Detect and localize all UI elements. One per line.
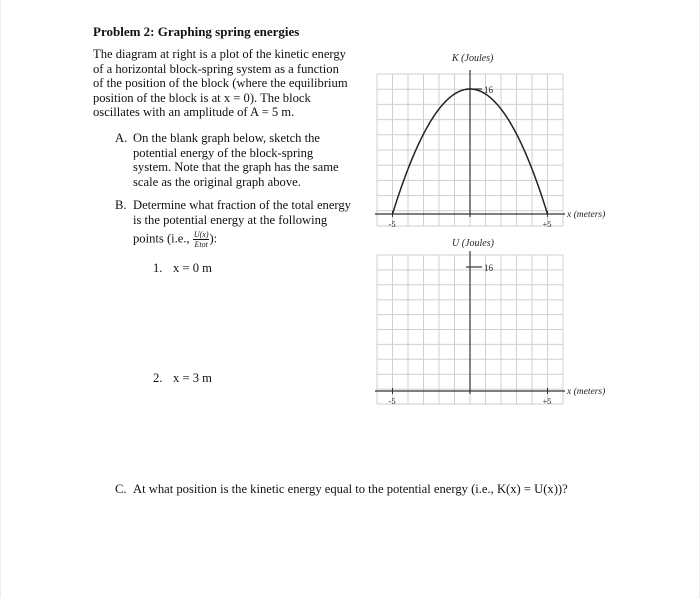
- part-a-line: scale as the original graph above.: [133, 174, 301, 189]
- part-c-label: C.: [115, 482, 127, 496]
- item-text: x = 3 m: [173, 371, 212, 385]
- energy-fraction: [193, 230, 210, 249]
- x-axis-title: x (meters): [567, 210, 606, 220]
- x-tick-label: +5: [542, 396, 552, 406]
- kinetic-energy-chart: [371, 48, 631, 236]
- part-a-label: A.: [115, 131, 128, 145]
- problem-title: Problem 2: Graphing spring energies: [93, 24, 300, 39]
- part-a-line: On the blank graph below, sketch the: [133, 131, 320, 145]
- intro-line: of a horizontal block-spring system as a function: [93, 61, 339, 76]
- item-x0: [153, 262, 212, 275]
- potential-energy-chart: [371, 236, 631, 416]
- y-axis-title: K (Joules): [452, 53, 494, 64]
- part-c-text: At what position is the kinetic energy equal to the potential energy (i.e., K(x) = U(x))?: [133, 482, 568, 496]
- intro-line: of the position of the block (where the equilibrium: [93, 76, 348, 90]
- fraction-numerator: U(x): [193, 230, 209, 239]
- part-b: [115, 198, 351, 249]
- item-label: 2.: [153, 371, 163, 385]
- x-axis-title: x (meters): [567, 387, 606, 397]
- part-b-line: Determine what fraction of the total energy: [133, 198, 351, 212]
- x-tick-label: +5: [542, 219, 552, 229]
- item-label: 1.: [153, 261, 163, 275]
- points-suffix: ):: [209, 231, 218, 246]
- part-b-label: B.: [115, 198, 127, 212]
- item-x3: [153, 372, 212, 385]
- intro-line: The diagram at right is a plot of the kinetic energy: [93, 47, 346, 61]
- part-a-line: potential energy of the block-spring: [133, 145, 314, 160]
- points-prefix: points (i.e.,: [133, 231, 190, 246]
- part-c: [115, 483, 568, 496]
- intro-line: oscillates with an amplitude of A = 5 m.: [93, 105, 295, 119]
- x-tick-label: -5: [388, 396, 396, 406]
- y-tick-label: 16: [484, 263, 493, 273]
- x-tick-label: -5: [388, 219, 396, 229]
- intro-paragraph: [93, 47, 378, 120]
- fraction-denominator: Etot: [194, 240, 208, 249]
- part-b-line: is the potential energy at the following: [133, 212, 328, 227]
- part-a-line: system. Note that the graph has the same: [133, 160, 339, 174]
- y-tick-label: 16: [484, 85, 493, 95]
- part-a: [115, 131, 339, 189]
- item-text: x = 0 m: [173, 261, 212, 275]
- intro-line: position of the block is at x = 0). The block: [93, 90, 311, 105]
- y-axis-title: U (Joules): [452, 238, 494, 249]
